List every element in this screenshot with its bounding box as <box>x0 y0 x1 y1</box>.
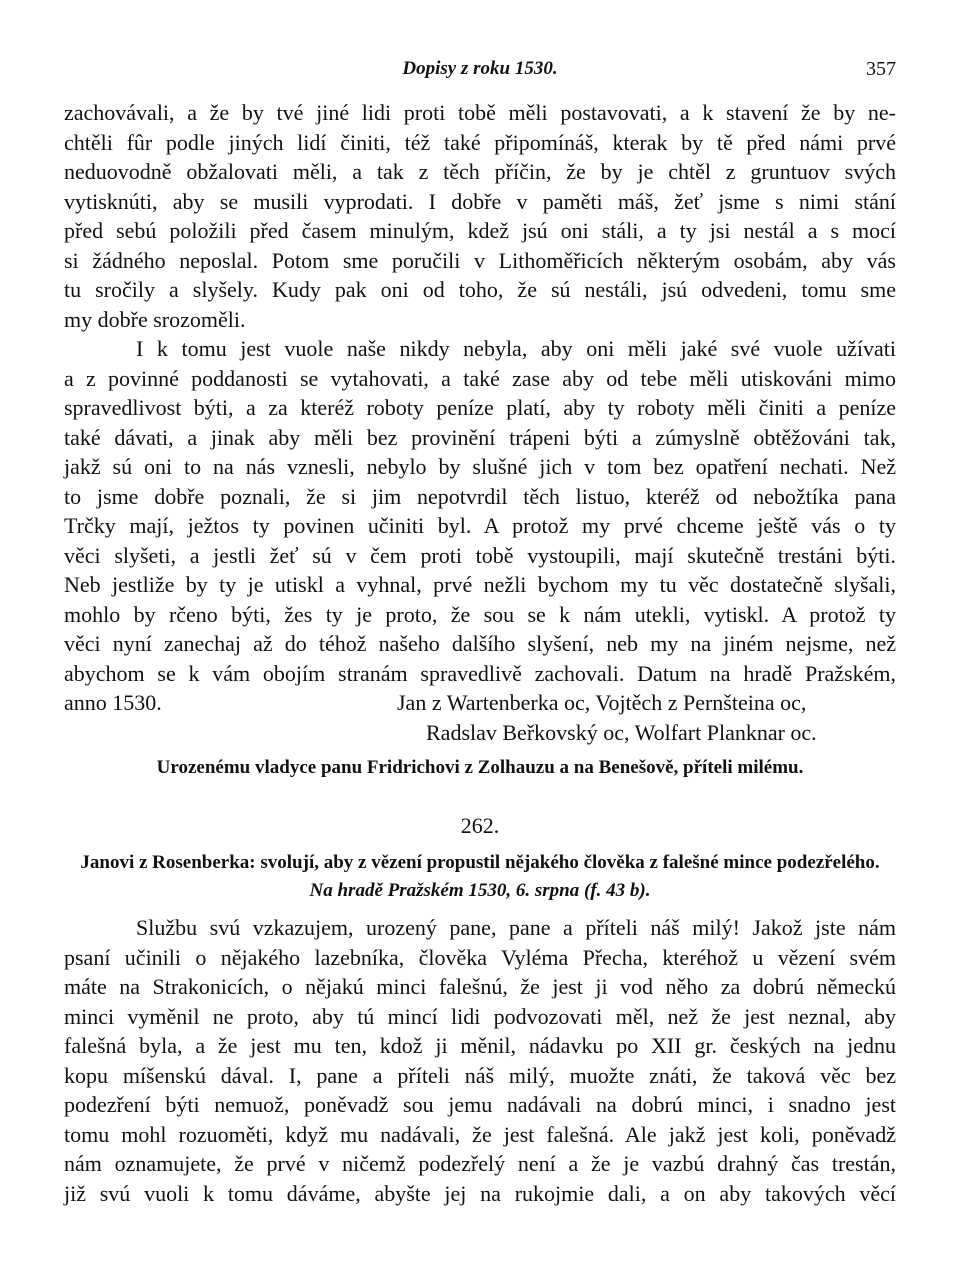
text-line: chtěli fûr podle jiných lidí činiti, též také připomínáš, kterak by tě před námi prvé <box>64 129 896 155</box>
text-line: abychom se k vám obojím stranám spravedlivě zachovali. Datum na hradě Pražském, <box>64 660 896 686</box>
text-line: Službu svú vzkazujem, urozený pane, pane a příteli náš milý! Jakož jste nám <box>136 915 896 940</box>
text-line: to jsme dobře poznali, že si jim nepotvrdil těch listuo, kteréž od nebožtíka pana <box>64 483 896 509</box>
letter-paragraph-2 <box>64 334 896 688</box>
text-line: podezření býti nemuož, poněvadž sou jemu nadávali na dobrú minci, i snadno jest <box>64 1092 896 1117</box>
text-line: minci vyměnil ne proto, aby tú mincí lidi podvozovati měl, než že jest neznal, aby <box>64 1003 896 1029</box>
page-number: 357 <box>866 58 896 80</box>
text-line: Neb jestliže by ty je utiskl a vyhnal, prvé nežli bychom my tu věc dostatečně slyšali, <box>64 572 896 597</box>
text-line: věci slyšeti, a jestli žeť sú v čem proti tobě vystoupili, mají skutečně trestáni býti. <box>64 542 896 568</box>
text-line: spravedlivost býti, a za kteréž roboty peníze platí, aby ty roboty měli činiti a peníze <box>64 395 896 420</box>
text-line: mohlo by rčeno býti, žes ty je proto, že sou se k nám utekli, vytiskl. A protož ty <box>64 601 896 627</box>
document-heading: Janovi z Rosenberka: svolují, aby z vězení propustil nějakého člověka z falešné mince podezřelého. <box>80 852 880 873</box>
letter-date: anno 1530. <box>64 690 162 715</box>
letter-paragraph-3 <box>64 913 896 1208</box>
text-line: si žádného neposlal. Potom sme poručili v Lithoměřicích některým osobám, aby vás <box>64 247 896 273</box>
running-header <box>64 56 896 90</box>
text-line: jakž sú oni to na nás vznesli, nebylo by slušné jich v tom bez opatření nechati. Než <box>64 454 896 479</box>
running-title: Dopisy z roku 1530. <box>402 58 558 79</box>
letter-paragraph-1 <box>64 98 896 334</box>
text-line: my dobře srozoměli. <box>64 306 246 332</box>
text-line: věci nyní zanechaj až do téhož našeho dalšího slyšení, neb my na jiném nejsme, než <box>64 631 896 656</box>
text-line: psaní učinili o nějakého lazebníka, člověka Vyléma Přecha, kteréhož u vězení svém <box>64 944 896 970</box>
text-line: nám oznamujete, že prvé v ničemž podezřelý není a že je vazbú drahný čas trestán, <box>64 1151 896 1176</box>
text-line: zachovávali, a že by tvé jiné lidi proti tobě měli postavovati, a k stavení že by ne- <box>64 100 896 125</box>
document-number: 262. <box>460 813 500 838</box>
text-line: před sebú položili před časem minulým, kdež jsú oni stáli, a ty jsi nestál a s mocí <box>64 218 896 243</box>
text-line: neduovodně obžalovati měli, a tak z těch příčin, že by je chtěl z gruntuov svých <box>64 159 896 184</box>
signature-row-2 <box>64 718 896 748</box>
text-line: máte na Strakonicích, o nějakú minci falešnú, že jest ji vod něho za dobrú německú <box>64 974 896 999</box>
text-line: I k tomu jest vuole naše nikdy nebyla, aby oni měli jaké své vuole užívati <box>136 336 896 361</box>
text-line: vytisknúti, aby se musili vyprodati. I dobře v paměti máš, žeť jsme s nimi stání <box>64 188 896 214</box>
text-line: tomu mohl rozuoměti, když mu nadávali, že jest falešná. Ale jakž jest koli, poněvadž <box>64 1121 896 1147</box>
book-page <box>64 56 896 1208</box>
text-line: kopu míšenskú dával. I, pane a příteli náš milý, muožte znáti, že taková věc bez <box>64 1062 896 1088</box>
signature-row-1 <box>64 688 896 718</box>
document-place-date: Na hradě Pražském 1530, 6. srpna (f. 43 b). <box>309 880 651 901</box>
text-line: falešná byla, a že jest mu ten, kdož ji měnil, nádavku po XII gr. českých na jednu <box>64 1033 896 1058</box>
signatories-line-2: Radslav Beřkovský oc, Wolfart Planknar oc. <box>426 719 817 745</box>
text-line: a z povinné poddanosti se vytahovati, a také zase aby od tebe měli utiskováni mimo <box>64 365 896 391</box>
letter-address: Urozenému vladyce panu Fridrichovi z Zolhauzu a na Benešově, příteli milému. <box>156 757 804 778</box>
signatories-line-1: Jan z Wartenberka oc, Vojtěch z Pernšteina oc, <box>397 690 807 715</box>
text-line: tu sročily a slyšely. Kudy pak oni od toho, že sú nestáli, jsú odvedeni, tomu sme <box>64 277 896 302</box>
text-line: Trčky mají, ježtos ty povinen učiniti byl. A protož my prvé chceme ještě vás o ty <box>64 513 896 538</box>
text-line: již svú vuoli k tomu dáváme, abyšte jej na rukojmie dali, a on aby takových věcí <box>64 1180 896 1206</box>
text-line: také dávati, a jinak aby měli bez provinění trápeni býti a zúmyslně obtěžováni tak, <box>64 424 896 450</box>
